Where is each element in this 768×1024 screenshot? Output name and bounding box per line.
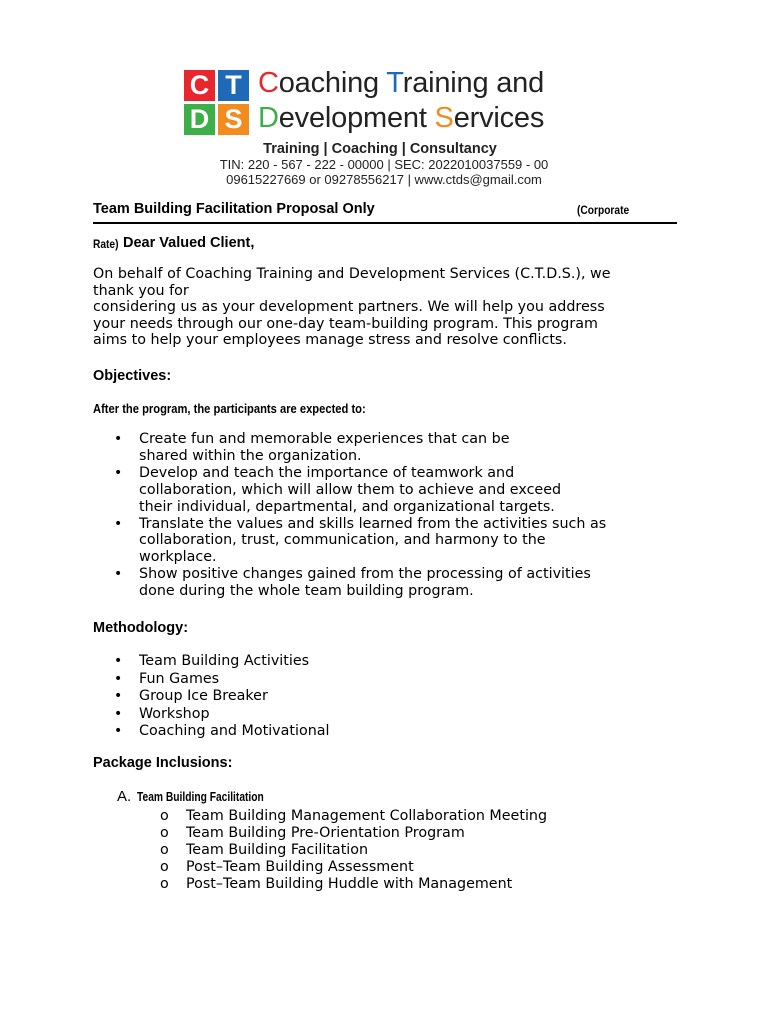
company-name-line-2 xyxy=(258,102,544,135)
list-item-line: their individual, departmental, and organizational targets. xyxy=(139,498,555,515)
list-item-line: done during the whole team building program. xyxy=(139,583,474,600)
list-item xyxy=(0,876,768,893)
services-tagline: Training | Coaching | Consultancy xyxy=(263,141,497,157)
logo-letter-s: S xyxy=(218,104,249,135)
list-item-line: shared within the organization. xyxy=(139,447,362,464)
list-item xyxy=(0,516,768,567)
brand-cap: T xyxy=(386,67,403,99)
list-item-label: Team Building Activities xyxy=(139,653,310,669)
objectives-subnote: After the program, the participants are expected to: xyxy=(93,401,366,416)
brand-word: oaching xyxy=(278,67,387,99)
greeting: Dear Valued Client, xyxy=(123,235,255,251)
brand-word: evelopment xyxy=(278,102,435,134)
list-item xyxy=(0,825,768,842)
paragraph-line: your needs through our one-day team-building program. This program xyxy=(93,315,598,332)
logo-letter-t: T xyxy=(218,70,249,101)
list-item-label: Team Building Pre-Orientation Program xyxy=(186,824,465,841)
paragraph-line: On behalf of Coaching Training and Development Services (C.T.D.S.), we xyxy=(93,266,611,282)
list-item-label: Coaching and Motivational xyxy=(139,723,330,739)
intro-paragraph xyxy=(93,266,693,349)
list-item-label: Post–Team Building Huddle with Management xyxy=(186,875,513,892)
brand-word: raining and xyxy=(402,67,545,99)
methodology-list xyxy=(0,653,768,741)
bullet-icon: • xyxy=(114,653,123,669)
list-item-line: Create fun and memorable experiences that can be xyxy=(139,431,510,447)
list-item xyxy=(0,671,768,689)
list-item xyxy=(0,653,768,671)
list-item-label: Team Building Management Collaboration Meeting xyxy=(186,808,548,824)
bullet-icon: • xyxy=(114,688,123,704)
objectives-list xyxy=(0,431,768,600)
methodology-heading: Methodology: xyxy=(93,620,189,636)
bullet-icon: • xyxy=(114,431,123,447)
company-name-line-1 xyxy=(258,67,544,100)
section-letter: A. xyxy=(117,788,132,805)
list-item-line: collaboration, which will allow them to achieve and exceed xyxy=(139,481,562,498)
letterhead xyxy=(184,67,604,190)
title-divider xyxy=(93,222,677,224)
brand-cap: S xyxy=(434,102,454,134)
circle-bullet-icon: o xyxy=(160,858,169,875)
circle-bullet-icon: o xyxy=(160,824,169,841)
paragraph-line: thank you for xyxy=(93,282,189,299)
bullet-icon: • xyxy=(114,566,123,583)
circle-bullet-icon: o xyxy=(160,841,169,858)
list-item xyxy=(0,842,768,859)
section-label: Team Building Facilitation xyxy=(137,790,264,804)
list-item-label: Post–Team Building Assessment xyxy=(186,858,414,875)
list-item-line: Show positive changes gained from the processing of activities xyxy=(139,566,591,583)
list-item xyxy=(0,723,768,741)
list-item-label: Workshop xyxy=(139,705,210,722)
logo-letter-d: D xyxy=(184,104,215,135)
package-section-a xyxy=(117,786,292,805)
rate-label-start: (Corporate xyxy=(577,203,630,217)
list-item xyxy=(0,465,768,516)
list-item xyxy=(0,566,768,600)
paragraph-line: considering us as your development partners. We will help you address xyxy=(93,299,605,315)
tin-sec-line: TIN: 220 - 567 - 222 - 00000 | SEC: 2022010037559 - 00 xyxy=(219,157,549,172)
document-title: Team Building Facilitation Proposal Only xyxy=(93,201,375,217)
bullet-icon: • xyxy=(114,515,123,532)
list-item-label: Fun Games xyxy=(139,670,220,687)
brand-cap: C xyxy=(258,67,279,99)
list-item xyxy=(0,706,768,724)
brand-word: ervices xyxy=(453,102,545,134)
list-item-label: Group Ice Breaker xyxy=(139,688,268,704)
package-heading: Package Inclusions: xyxy=(93,755,233,771)
circle-bullet-icon: o xyxy=(160,875,169,892)
list-item xyxy=(0,431,768,465)
bullet-icon: • xyxy=(114,464,123,481)
list-item-line: Develop and teach the importance of teamwork and xyxy=(139,464,515,481)
list-item-label: Team Building Facilitation xyxy=(186,841,369,858)
contact-line: 09615227669 or 09278556217 | www.ctds@gmail.com xyxy=(226,172,542,187)
list-item xyxy=(0,688,768,706)
package-sub-list xyxy=(0,808,768,893)
list-item xyxy=(0,859,768,876)
logo-letter-c: C xyxy=(184,70,215,101)
paragraph-line: aims to help your employees manage stress and resolve conflicts. xyxy=(93,332,567,348)
list-item xyxy=(0,808,768,825)
rate-label-end: Rate) xyxy=(93,237,119,251)
company-logo xyxy=(184,70,250,136)
brand-cap: D xyxy=(258,102,279,134)
circle-bullet-icon: o xyxy=(160,808,169,824)
bullet-icon: • xyxy=(114,705,123,722)
bullet-icon: • xyxy=(114,670,123,687)
list-item-line: collaboration, trust, communication, and harmony to the xyxy=(139,532,546,549)
list-item-line: workplace. xyxy=(139,549,217,566)
bullet-icon: • xyxy=(114,723,123,739)
list-item-line: Translate the values and skills learned from the activities such as xyxy=(139,515,607,532)
objectives-heading: Objectives: xyxy=(93,368,172,384)
